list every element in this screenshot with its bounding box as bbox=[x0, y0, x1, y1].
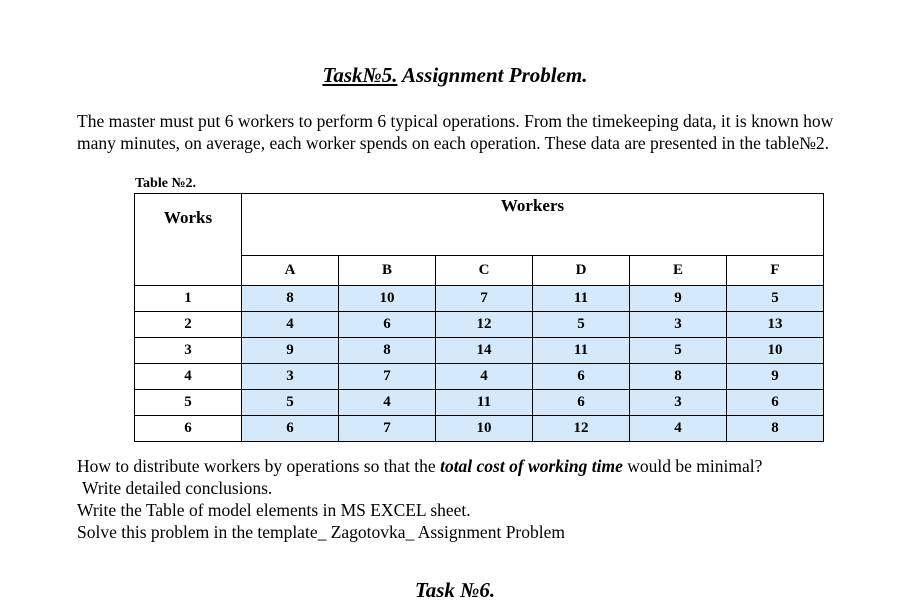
table-cell: 8 bbox=[727, 416, 824, 442]
table-cell: 8 bbox=[242, 286, 339, 312]
works-header: Works bbox=[135, 194, 242, 286]
table-cell: 4 bbox=[630, 416, 727, 442]
workers-header: Workers bbox=[242, 194, 824, 256]
question-line-1 bbox=[77, 455, 877, 477]
cost-table bbox=[134, 193, 824, 442]
table-cell: 9 bbox=[242, 338, 339, 364]
table-cell: 7 bbox=[339, 364, 436, 390]
row-label: 3 bbox=[135, 338, 242, 364]
template-line: Solve this problem in the template_ Zagotovka_ Assignment Problem bbox=[77, 522, 565, 542]
table-cell: 8 bbox=[339, 338, 436, 364]
table-cell: 11 bbox=[533, 286, 630, 312]
table-cell: 5 bbox=[242, 390, 339, 416]
row-label: 1 bbox=[135, 286, 242, 312]
table-cell: 9 bbox=[630, 286, 727, 312]
question-text-end: would be minimal? bbox=[622, 456, 763, 476]
table-cell: 13 bbox=[727, 312, 824, 338]
table-cell: 3 bbox=[630, 390, 727, 416]
next-task-title: Task №6. bbox=[414, 578, 496, 602]
table-cell: 14 bbox=[436, 338, 533, 364]
row-label: 5 bbox=[135, 390, 242, 416]
column-header: D bbox=[533, 256, 630, 286]
table-cell: 12 bbox=[533, 416, 630, 442]
row-label: 6 bbox=[135, 416, 242, 442]
question-emphasis: total cost of working time bbox=[440, 456, 623, 476]
table-cell: 12 bbox=[436, 312, 533, 338]
intro-paragraph: The master must put 6 workers to perform 6 typical operations. From the timekeeping data, it is known how many minutes, on average, each worker spends on each operation. These data are presented in the table№2. bbox=[77, 111, 834, 153]
table-cell: 3 bbox=[242, 364, 339, 390]
table-cell: 7 bbox=[436, 286, 533, 312]
table-header-row bbox=[135, 194, 824, 256]
column-header: E bbox=[630, 256, 727, 286]
table-cell: 6 bbox=[339, 312, 436, 338]
table-cell: 4 bbox=[339, 390, 436, 416]
excel-line: Write the Table of model elements in MS EXCEL sheet. bbox=[77, 500, 471, 520]
table-cell: 6 bbox=[727, 390, 824, 416]
table-cell: 5 bbox=[533, 312, 630, 338]
table-cell: 10 bbox=[436, 416, 533, 442]
table-cell: 11 bbox=[533, 338, 630, 364]
table-row bbox=[135, 364, 824, 390]
table-cell: 10 bbox=[339, 286, 436, 312]
table-row bbox=[135, 390, 824, 416]
table-cell: 5 bbox=[727, 286, 824, 312]
table-cell: 9 bbox=[727, 364, 824, 390]
table-cell: 6 bbox=[242, 416, 339, 442]
table-row bbox=[135, 286, 824, 312]
table-row bbox=[135, 312, 824, 338]
column-header: B bbox=[339, 256, 436, 286]
questions-block bbox=[77, 455, 877, 543]
table-cell: 6 bbox=[533, 390, 630, 416]
column-header: C bbox=[436, 256, 533, 286]
table-cell: 6 bbox=[533, 364, 630, 390]
table-cell: 7 bbox=[339, 416, 436, 442]
table-cell: 5 bbox=[630, 338, 727, 364]
table-cell: 10 bbox=[727, 338, 824, 364]
conclusions-line: Write detailed conclusions. bbox=[82, 478, 273, 498]
row-label: 2 bbox=[135, 312, 242, 338]
table-row bbox=[135, 338, 824, 364]
column-header: F bbox=[727, 256, 824, 286]
question-text: How to distribute workers by operations so that the bbox=[77, 456, 441, 476]
task-name: Assignment Problem. bbox=[397, 63, 588, 87]
column-header: A bbox=[242, 256, 339, 286]
table-cell: 11 bbox=[436, 390, 533, 416]
task-title bbox=[0, 63, 910, 88]
row-label: 4 bbox=[135, 364, 242, 390]
table-caption: Table №2. bbox=[135, 176, 197, 191]
table-cell: 4 bbox=[436, 364, 533, 390]
table-cell: 3 bbox=[630, 312, 727, 338]
task-number: Task№5. bbox=[322, 63, 398, 87]
table-cell: 4 bbox=[242, 312, 339, 338]
table-row bbox=[135, 416, 824, 442]
table-cell: 8 bbox=[630, 364, 727, 390]
